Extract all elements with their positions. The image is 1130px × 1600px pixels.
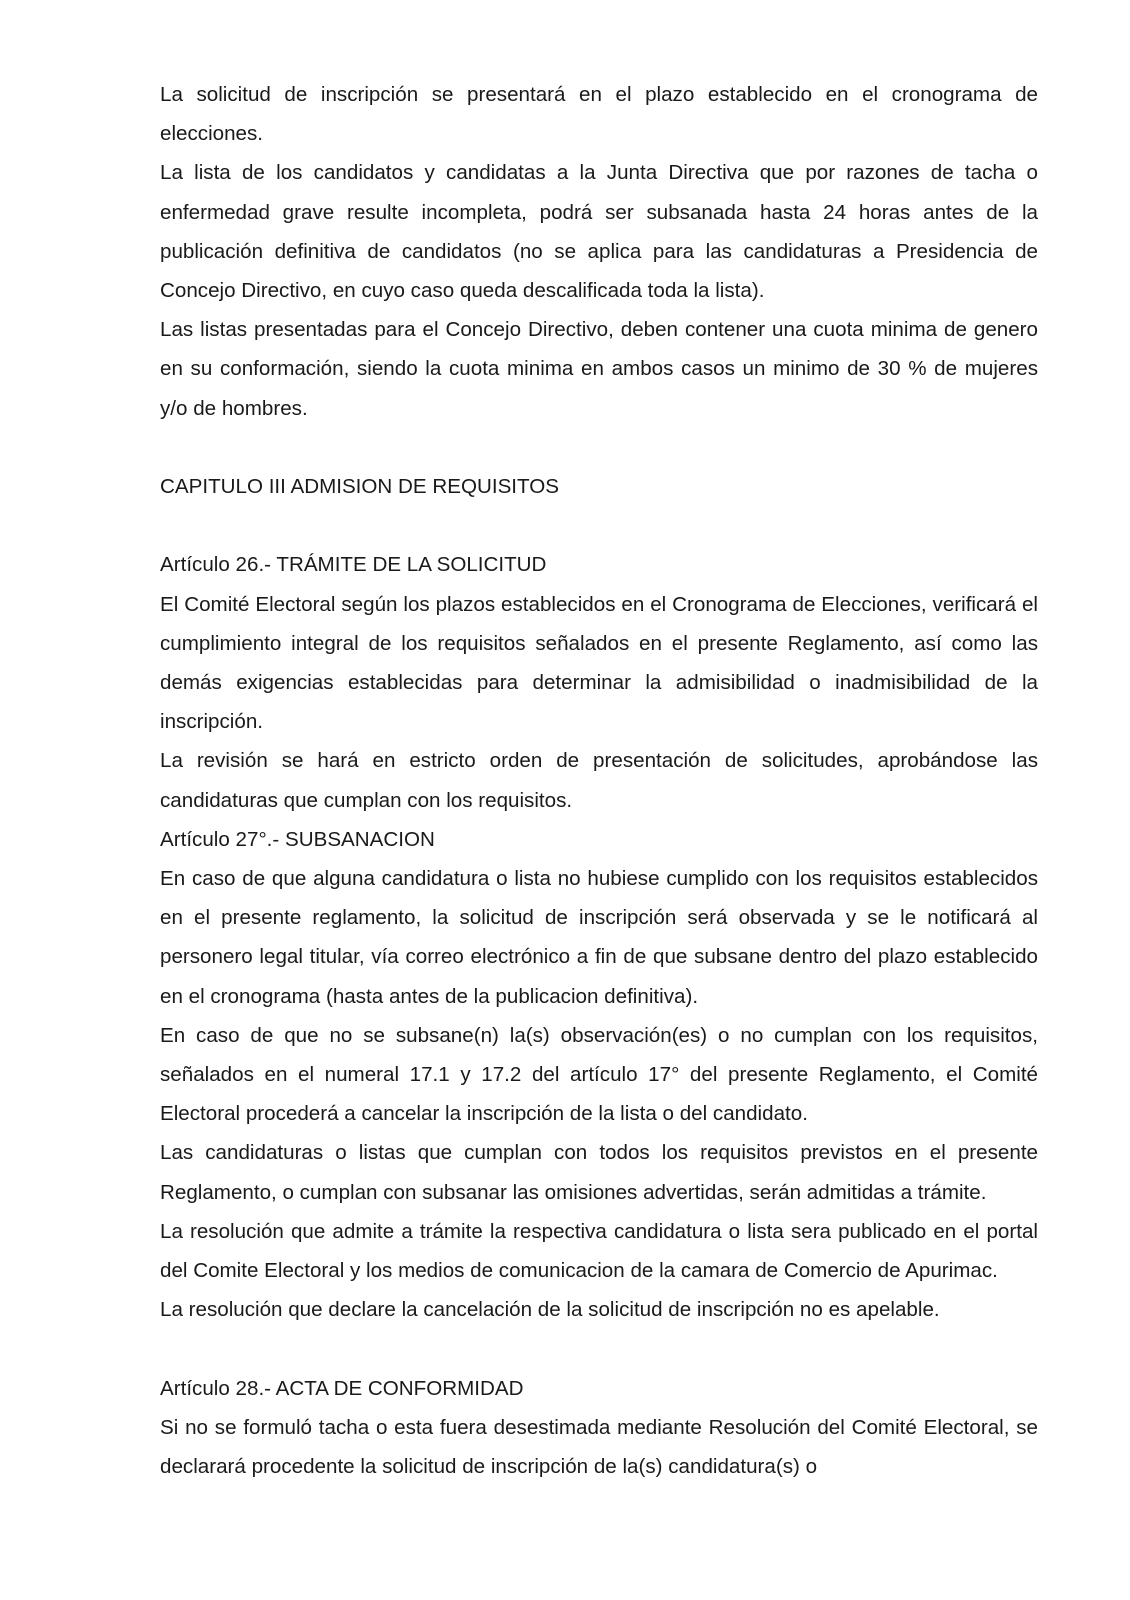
- paragraph: La revisión se hará en estricto orden de presentación de solicitudes, aprobándose las candidaturas que cumplan con los requisitos.: [160, 749, 1038, 812]
- paragraph: La solicitud de inscripción se presentará en el plazo establecido en el cronograma de elecciones.: [160, 83, 1038, 146]
- article-heading: Artículo 27°.- SUBSANACION: [160, 827, 435, 851]
- document-page: [160, 75, 1038, 1486]
- paragraph: En caso de que alguna candidatura o lista no hubiese cumplido con los requisitos establecidos en el presente reglamento, la solicitud de inscripción será observada y se le notificará al personero legal titular, vía correo electrónico a fin de que subsane dentro del plazo establecido en el cronograma (hasta antes de la publicacion definitiva).: [160, 867, 1038, 1008]
- paragraph: Las candidaturas o listas que cumplan con todos los requisitos previstos en el presente Reglamento, o cumplan con subsanar las omisiones advertidas, serán admitidas a trámite.: [160, 1141, 1038, 1204]
- paragraph: En caso de que no se subsane(n) la(s) observación(es) o no cumplan con los requisitos, señalados en el numeral 17.1 y 17.2 del artículo 17° del presente Reglamento, el Comité Electoral procederá a cancelar la inscripción de la lista o del candidato.: [160, 1023, 1038, 1126]
- article-heading: Artículo 28.- ACTA DE CONFORMIDAD: [160, 1376, 524, 1400]
- paragraph: Las listas presentadas para el Concejo Directivo, deben contener una cuota minima de genero en su conformación, siendo la cuota minima en ambos casos un minimo de 30 % de mujeres y/o de hombres.: [160, 318, 1038, 420]
- blank-line: [160, 1329, 1038, 1368]
- article-heading: Artículo 26.- TRÁMITE DE LA SOLICITUD: [160, 553, 547, 577]
- blank-line: [160, 506, 1038, 545]
- paragraph: La lista de los candidatos y candidatas a la Junta Directiva que por razones de tacha o enfermedad grave resulte incompleta, podrá ser subsanada hasta 24 horas antes de la publicación definitiva de candidatos (no se aplica para las candidaturas a Presidencia de Concejo Directivo, en cuyo caso queda descalificada toda la lista).: [160, 161, 1038, 303]
- paragraph: El Comité Electoral según los plazos establecidos en el Cronograma de Elecciones, verificará el cumplimiento integral de los requisitos señalados en el presente Reglamento, así como las demás exigencias establecidas para determinar la admisibilidad o inadmisibilidad de la inscripción.: [160, 592, 1038, 734]
- chapter-heading: CAPITULO III ADMISION DE REQUISITOS: [160, 475, 559, 499]
- paragraph: La resolución que declare la cancelación de la solicitud de inscripción no es apelable.: [160, 1298, 940, 1322]
- paragraph: Si no se formuló tacha o esta fuera desestimada mediante Resolución del Comité Electoral, se declarará procedente la solicitud de inscripción de la(s) candidatura(s) o: [160, 1415, 1038, 1479]
- paragraph: La resolución que admite a trámite la respectiva candidatura o lista sera publicado en el portal del Comite Electoral y los medios de comunicacion de la camara de Comercio de Apurimac.: [160, 1219, 1038, 1283]
- blank-line: [160, 428, 1038, 467]
